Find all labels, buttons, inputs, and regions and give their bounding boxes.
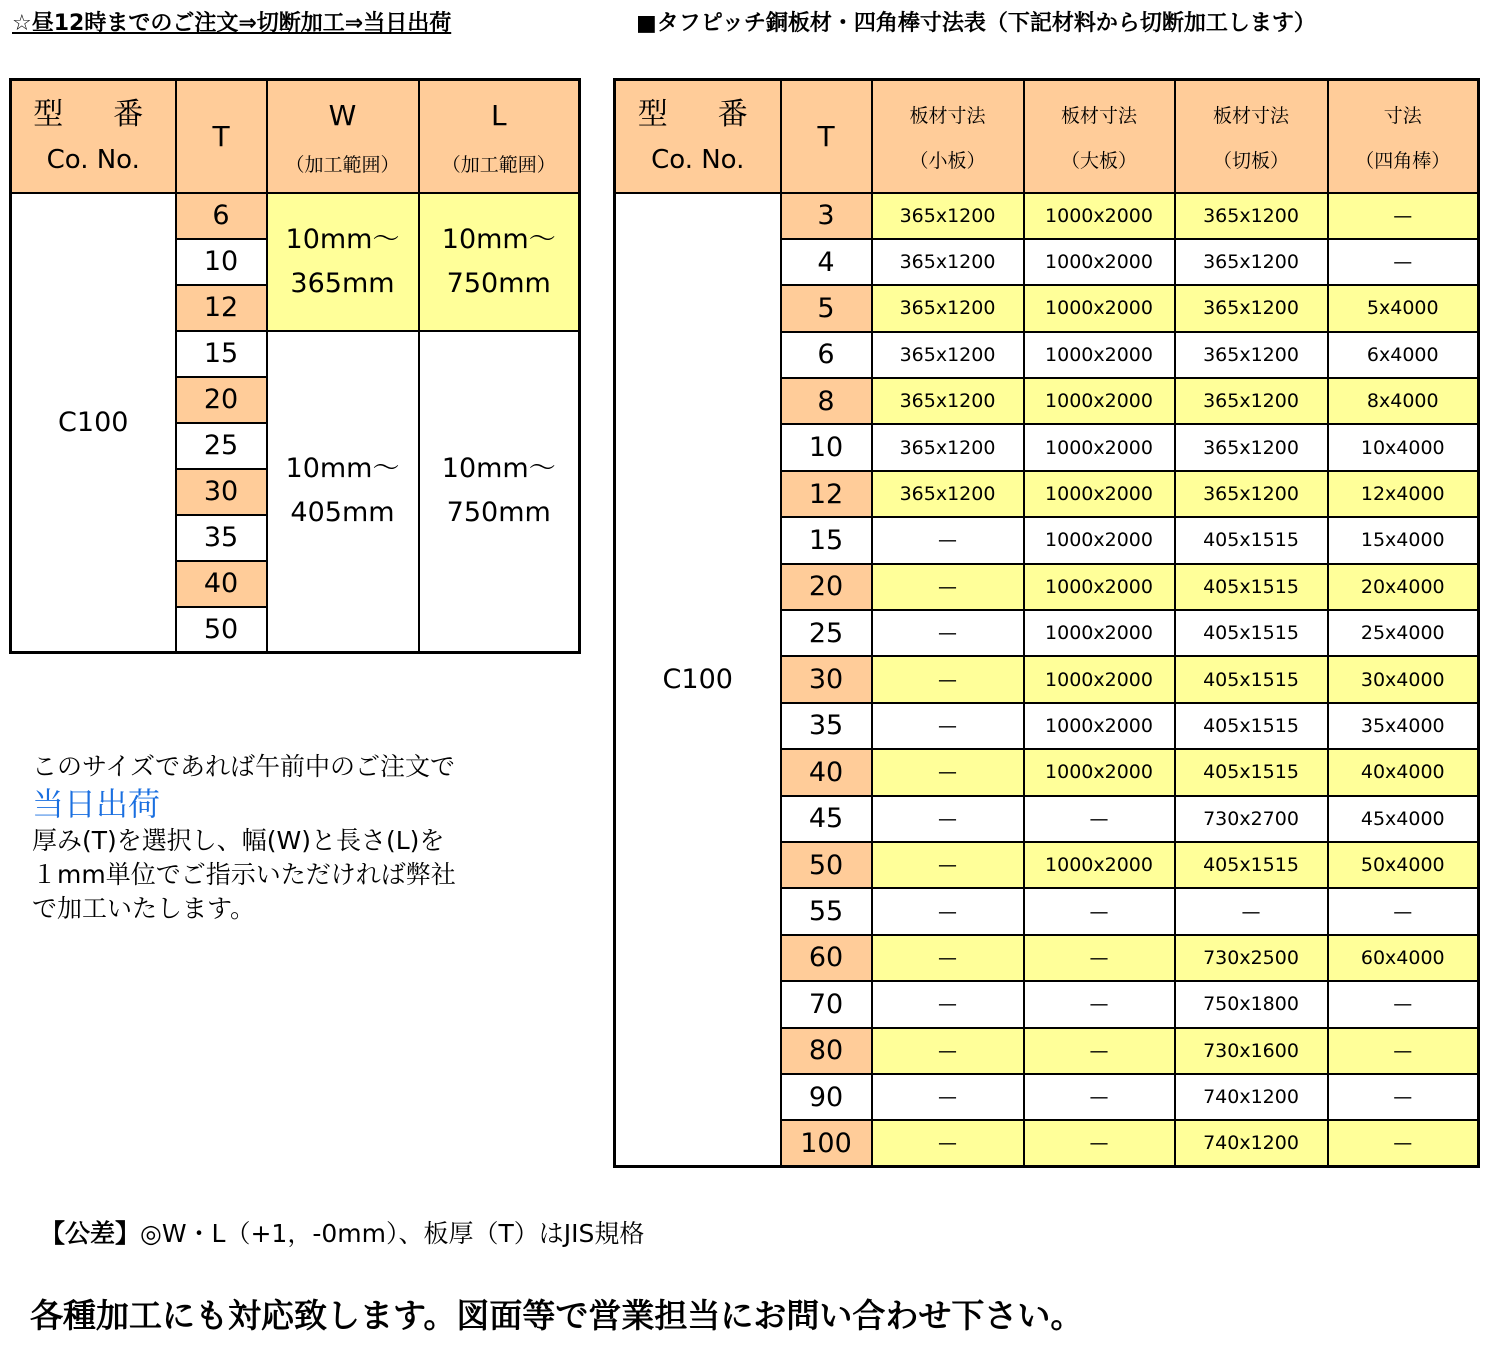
t-value: 20 [781,564,872,610]
size-small: — [872,981,1024,1027]
size-small: — [872,888,1024,934]
size-small: — [872,749,1024,795]
size-cut: 405x1515 [1175,842,1328,888]
size-bar: 20x4000 [1328,564,1479,610]
size-bar: 15x4000 [1328,517,1479,563]
size-large: 1000x2000 [1024,193,1175,239]
t-value: 25 [781,610,872,656]
size-bar: 25x4000 [1328,610,1479,656]
size-small: 365x1200 [872,332,1024,378]
l-range-1: 10mm～ 750mm [419,193,580,331]
cutting-range-table [9,78,581,654]
code-cell: C100 [11,193,176,653]
size-small: — [872,703,1024,749]
size-cut: 405x1515 [1175,703,1328,749]
note-line-5: で加工いたします。 [32,894,256,923]
size-bar: 60x4000 [1328,935,1479,981]
size-small: 365x1200 [872,471,1024,517]
size-bar: 10x4000 [1328,424,1479,470]
t-value: 50 [176,607,267,653]
w-range-1: 10mm～ 365mm [267,193,419,331]
t-value: 100 [781,1120,872,1166]
material-size-table [613,78,1480,1168]
header-cut-plate: 板材寸法 （切板） [1175,80,1328,193]
footer-message: 各種加工にも対応致します。図面等で営業担当にお問い合わせ下さい。 [30,1296,1084,1335]
t-value: 8 [781,378,872,424]
t-value: 80 [781,1028,872,1074]
size-cut: 365x1200 [1175,285,1328,331]
t-value: 10 [781,424,872,470]
t-value: 12 [176,285,267,331]
t-value: 5 [781,285,872,331]
note-line-3: 厚み(T)を選択し、幅(W)と長さ(L)を [32,826,445,855]
size-bar: 35x4000 [1328,703,1479,749]
t-value: 20 [176,377,267,423]
size-cut: 365x1200 [1175,424,1328,470]
size-large: 1000x2000 [1024,285,1175,331]
header-l: L （加工範囲） [419,80,580,193]
size-small: — [872,564,1024,610]
size-large: — [1024,796,1175,842]
size-cut: 730x2500 [1175,935,1328,981]
size-cut: 740x1200 [1175,1120,1328,1166]
size-small: — [872,1074,1024,1120]
size-cut: 365x1200 [1175,378,1328,424]
t-value: 30 [176,469,267,515]
size-cut: 730x1600 [1175,1028,1328,1074]
size-small: — [872,796,1024,842]
size-cut: 405x1515 [1175,517,1328,563]
t-value: 30 [781,656,872,702]
same-day-note [32,750,456,926]
size-large: 1000x2000 [1024,471,1175,517]
size-cut: 365x1200 [1175,239,1328,285]
size-cut: — [1175,888,1328,934]
size-large: 1000x2000 [1024,749,1175,795]
header-code: 型 番 Co. No. [615,80,781,193]
size-large: 1000x2000 [1024,378,1175,424]
t-value: 50 [781,842,872,888]
t-value: 40 [176,561,267,607]
t-value: 15 [176,331,267,377]
left-heading: ☆昼12時までのご注文⇒切断加工⇒当日出荷 [12,11,452,36]
t-value: 35 [176,515,267,561]
size-large: — [1024,935,1175,981]
size-large: 1000x2000 [1024,564,1175,610]
size-large: — [1024,1028,1175,1074]
size-bar: — [1328,1120,1479,1166]
size-large: 1000x2000 [1024,610,1175,656]
size-large: 1000x2000 [1024,703,1175,749]
size-small: 365x1200 [872,285,1024,331]
t-value: 10 [176,239,267,285]
t-value: 6 [176,193,267,239]
header-large-plate: 板材寸法 （大板） [1024,80,1175,193]
size-bar: — [1328,1028,1479,1074]
size-cut: 365x1200 [1175,332,1328,378]
t-value: 90 [781,1074,872,1120]
size-bar: — [1328,193,1479,239]
size-bar: — [1328,239,1479,285]
header-w: W （加工範囲） [267,80,419,193]
size-small: 365x1200 [872,239,1024,285]
t-value: 35 [781,703,872,749]
size-large: 1000x2000 [1024,332,1175,378]
size-large: 1000x2000 [1024,656,1175,702]
size-cut: 405x1515 [1175,749,1328,795]
header-small-plate: 板材寸法 （小板） [872,80,1024,193]
size-bar: 45x4000 [1328,796,1479,842]
size-small: — [872,842,1024,888]
size-bar: 12x4000 [1328,471,1479,517]
t-value: 55 [781,888,872,934]
header-code: 型 番 Co. No. [11,80,176,193]
size-large: — [1024,981,1175,1027]
t-value: 12 [781,471,872,517]
size-small: — [872,1028,1024,1074]
right-heading: ■タフピッチ銅板材・四角棒寸法表（下記材料から切断加工します） [636,11,1316,36]
size-large: 1000x2000 [1024,424,1175,470]
size-cut: 740x1200 [1175,1074,1328,1120]
note-line-4: １mm単位でご指示いただければ弊社 [32,860,456,889]
t-value: 25 [176,423,267,469]
size-small: — [872,656,1024,702]
size-small: — [872,517,1024,563]
size-cut: 750x1800 [1175,981,1328,1027]
header-square-bar: 寸法 （四角棒） [1328,80,1479,193]
tolerance-text: ◎W・L（+1，-0mm）、板厚（T）はJIS規格 [140,1219,645,1248]
t-value: 70 [781,981,872,1027]
code-cell: C100 [615,193,781,1167]
header-t: T [176,80,267,193]
size-bar: 30x4000 [1328,656,1479,702]
size-large: 1000x2000 [1024,517,1175,563]
size-small: — [872,935,1024,981]
size-bar: 5x4000 [1328,285,1479,331]
t-value: 60 [781,935,872,981]
note-line-1: このサイズであれば午前中のご注文で [32,752,456,781]
size-cut: 365x1200 [1175,193,1328,239]
t-value: 6 [781,332,872,378]
header-t: T [781,80,872,193]
size-small: 365x1200 [872,424,1024,470]
note-highlight: 当日出荷 [32,785,161,823]
size-bar: 40x4000 [1328,749,1479,795]
t-value: 40 [781,749,872,795]
t-value: 4 [781,239,872,285]
size-small: — [872,610,1024,656]
t-value: 15 [781,517,872,563]
size-bar: 8x4000 [1328,378,1479,424]
size-small: 365x1200 [872,193,1024,239]
tolerance-line [40,1214,644,1250]
size-cut: 730x2700 [1175,796,1328,842]
size-bar: — [1328,981,1479,1027]
size-large: 1000x2000 [1024,842,1175,888]
size-cut: 405x1515 [1175,610,1328,656]
size-cut: 405x1515 [1175,564,1328,610]
w-range-2: 10mm～ 405mm [267,331,419,653]
size-bar: 50x4000 [1328,842,1479,888]
size-large: — [1024,888,1175,934]
size-small: — [872,1120,1024,1166]
size-bar: 6x4000 [1328,332,1479,378]
size-cut: 365x1200 [1175,471,1328,517]
size-bar: — [1328,888,1479,934]
t-value: 3 [781,193,872,239]
l-range-2: 10mm～ 750mm [419,331,580,653]
size-large: — [1024,1120,1175,1166]
size-large: 1000x2000 [1024,239,1175,285]
size-large: — [1024,1074,1175,1120]
size-bar: — [1328,1074,1479,1120]
t-value: 45 [781,796,872,842]
tolerance-label: 【公差】 [40,1219,141,1248]
size-small: 365x1200 [872,378,1024,424]
size-cut: 405x1515 [1175,656,1328,702]
